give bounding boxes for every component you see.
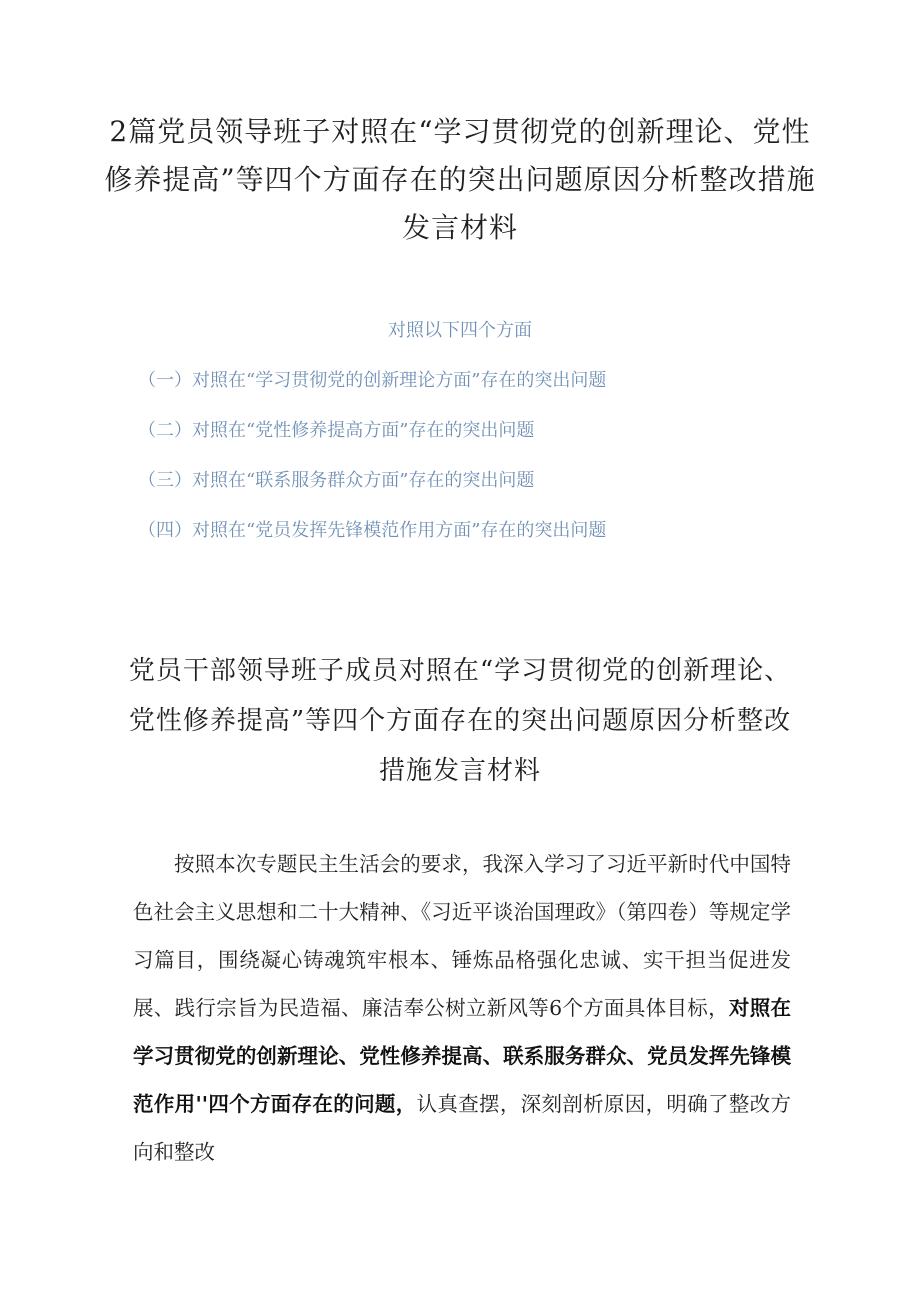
toc-item-3[interactable]: （三）对照在“联系服务群众方面”存在的突出问题 <box>138 470 535 491</box>
toc-heading: 对照以下四个方面 <box>388 320 532 341</box>
toc-list <box>138 368 606 568</box>
main-title: 2篇党员领导班子对照在“学习贯彻党的创新理论、党性修养提高”等四个方面存在的突出问题原因分析整改措施发言材料 <box>104 115 816 244</box>
paragraph-bold-text: 对照在学习贯彻党的创新理论、党性修养提高、联系服务群众、党员发挥先锋模范作用''四个方面存在的问题， <box>133 996 792 1116</box>
body-paragraph <box>133 840 791 1176</box>
section-title: 党员干部领导班子成员对照在“学习贯彻党的创新理论、党性修养提高”等四个方面存在的突出问题原因分析整改措施发言材料 <box>128 656 792 786</box>
paragraph-text-part1: 按照本次专题民主生活会的要求，我深入学习了习近平新时代中国特色社会主义思想和二十大精神、《习近平谈治国理政》（第四卷）等规定学习篇目，围绕凝心铸魂筑牢根本、锤炼品格强化忠诚、实干担当促进发展、践行宗旨为民造福、廉洁奉公树立新风等6个方面具体目标， <box>133 852 791 1020</box>
toc-item-2[interactable]: （二）对照在“党性修养提高方面”存在的突出问题 <box>138 420 535 441</box>
toc-item-1[interactable]: （一）对照在“学习贯彻党的创新理论方面”存在的突出问题 <box>138 370 607 391</box>
paragraph-text-part2: 认真查摆，深刻剖析原因，明确了整改方向和整改 <box>133 1092 791 1164</box>
toc-item-4[interactable]: （四）对照在“党员发挥先锋模范作用方面”存在的突出问题 <box>138 520 607 541</box>
